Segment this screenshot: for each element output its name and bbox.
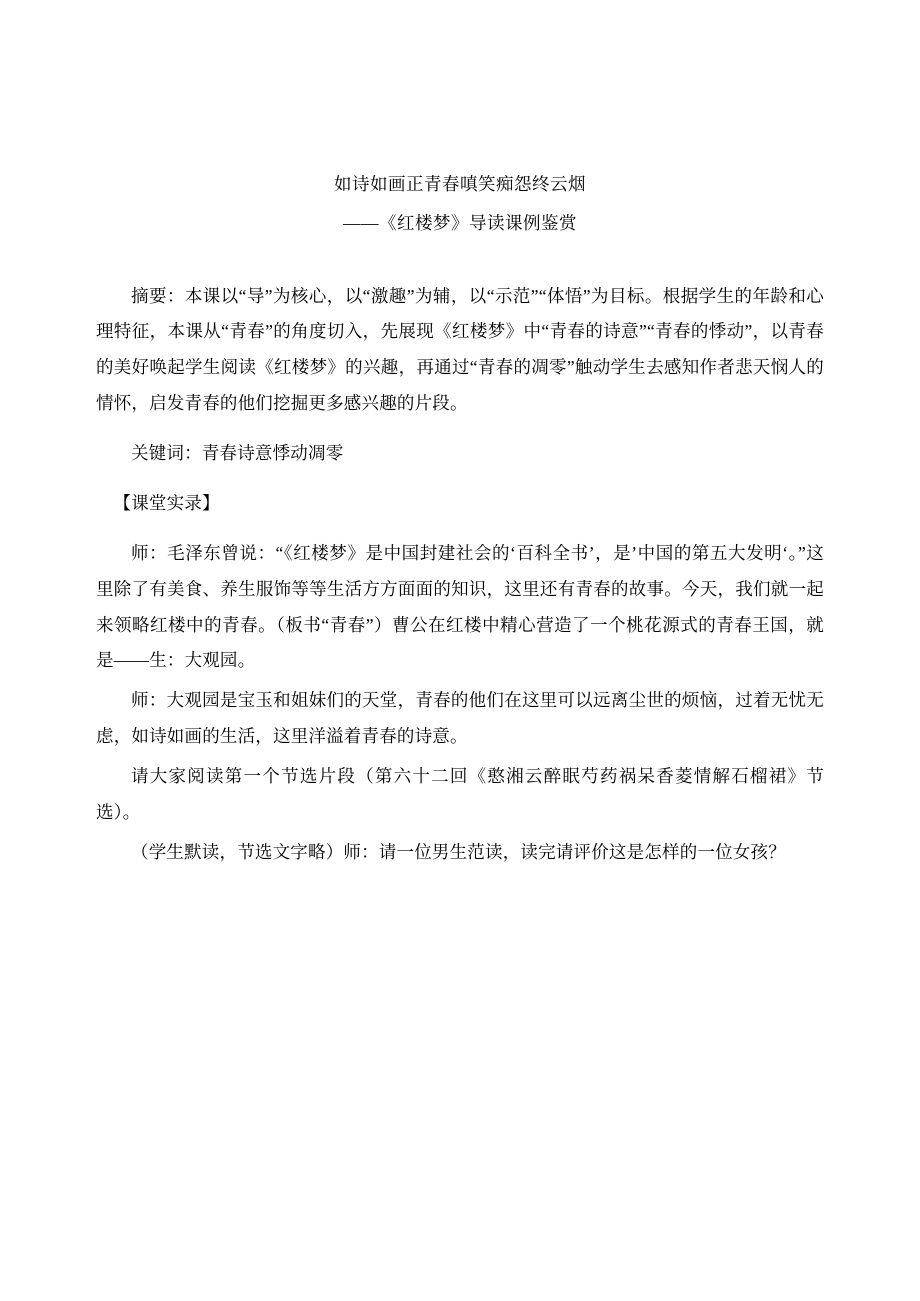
- section-heading-classroom-record: 【课堂实录】: [113, 492, 220, 513]
- body-paragraph: 师：毛泽东曾说：“《红楼梦》是中国封建社会的‘百科全书’，是’中国的第五大发明‘。”这里除了有美食、养生服饰等等生活方方面面的知识，这里还有青春的故事。今天，我们就一起来领略红楼中的青春。（板书“青春”）曹公在红楼中精心营造了一个桃花源式的青春王国，就是——生：大观园。: [96, 542, 824, 671]
- page-subtitle: ——《红楼梦》导读课例鉴赏: [343, 213, 577, 234]
- body-paragraph: （学生默读，节选文字略）师：请一位男生范读，读完请评价这是怎样的一位女孩？: [131, 841, 786, 862]
- keywords-line: 关键词：青春诗意悸动凋零: [131, 443, 344, 463]
- page-title: 如诗如画正青春嗔笑痴怨终云烟: [334, 174, 586, 194]
- spacer: [96, 476, 824, 486]
- spacer: [96, 426, 824, 436]
- spacer: [96, 526, 824, 536]
- abstract-paragraph: 摘要：本课以“导”为核心，以“激趣”为辅，以“示范”“体悟”为目标。根据学生的年龄和心理特征，本课从“青春”的角度切入，先展现《红楼梦》中“青春的诗意”“青春的悸动”，以青春的美好唤起学生阅读《红楼梦》的兴趣，再通过“青春的凋零”触动学生去感知作者悲天悯人的情怀，启发青春的他们挖掘更多感兴趣的片段。: [96, 285, 824, 414]
- body-paragraph: 请大家阅读第一个节选片段（第六十二回《憨湘云醉眠芍药祸呆香菱情解石榴裙》节选）。: [96, 766, 824, 822]
- body-paragraph: 师：大观园是宝玉和姐妹们的天堂，青春的他们在这里可以远离尘世的烦恼，过着无忧无虑，如诗如画的生活，这里洋溢着青春的诗意。: [96, 690, 824, 747]
